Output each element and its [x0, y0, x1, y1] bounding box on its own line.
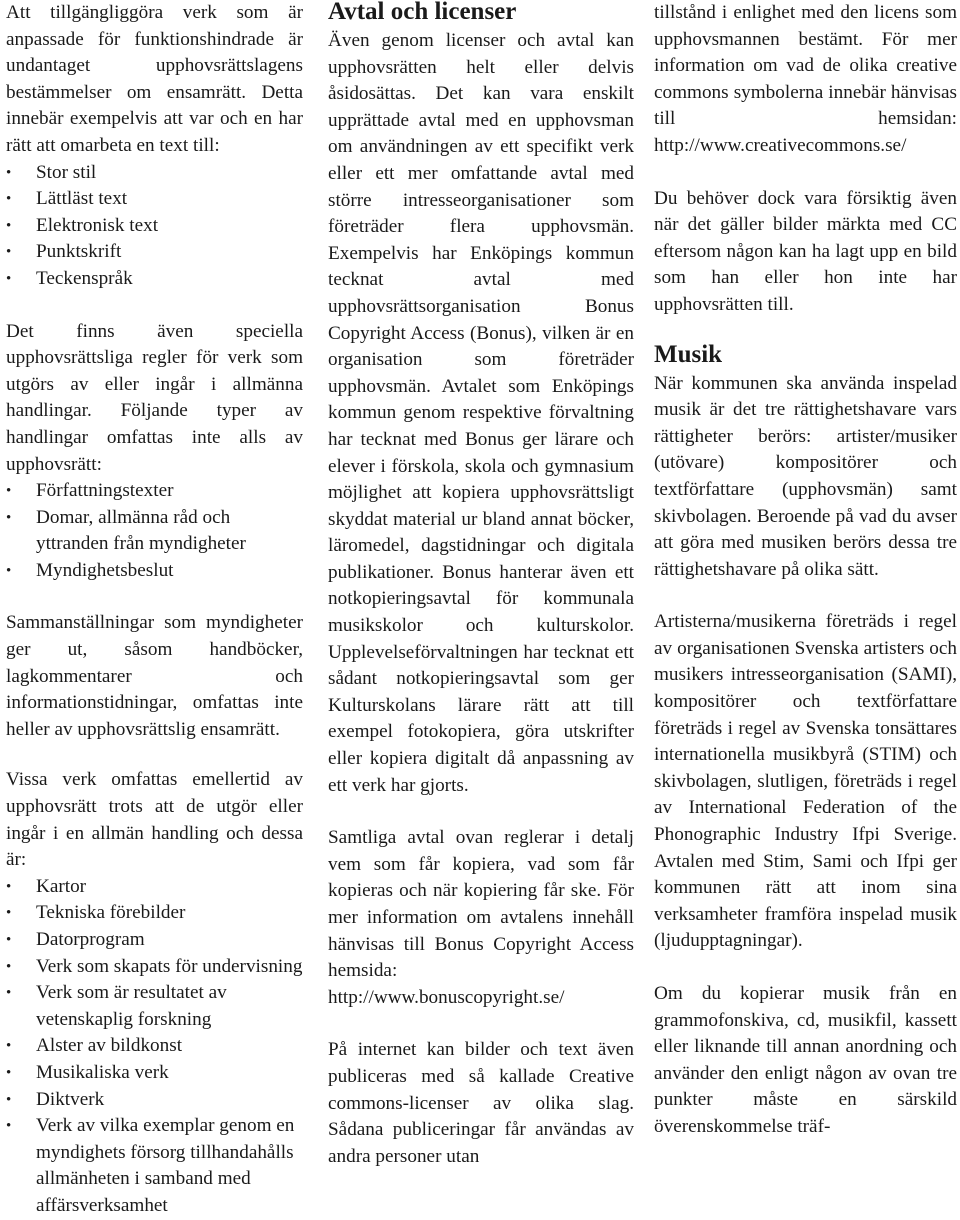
- heading-music: Musik: [654, 340, 723, 368]
- list-item: • Musikaliska verk: [6, 1060, 303, 1087]
- column-middle: [328, 0, 634, 1170]
- list-item: • Datorprogram: [6, 927, 303, 954]
- column-right: [654, 0, 957, 1141]
- column-left: [6, 0, 303, 1220]
- list-item: • Alster av bildkonst: [6, 1033, 303, 1060]
- paragraph-music-rightsholders: När kommunen ska använda inspelad musik är det tre rättighetshavare vars rättigheter berörs: artister/musiker (utövare) kompositörer och textförfattare (upphovsmän) samt skivbolagen. Beroende på vad du avser att göra med musiken berörs dessa tre rättighetshavare på olika sätt.: [654, 372, 957, 580]
- paragraph-cc-caution: Du behöver dock vara försiktig även när det gäller bilder märkta med CC eftersom någon kan ha lagt upp en bild som han eller hon inte har upphovsrätten till.: [654, 187, 957, 315]
- list-exempt-documents: [6, 478, 303, 584]
- list-item: • Punktskrift: [6, 239, 303, 266]
- list-item: • Myndighetsbeslut: [6, 558, 303, 585]
- list-item: • Lättläst text: [6, 186, 303, 213]
- list-item: • Domar, allmänna råd och yttranden från myndigheter: [6, 505, 303, 558]
- list-item: • Elektronisk text: [6, 213, 303, 240]
- paragraph-music-organisations: Artisterna/musikerna företräds i regel av organisationen Svenska artisters och musikers intresseorganisation (SAMI), kompositörer och textförfattare företräds i regel av Svenska tonsättares internationella musikbyrå (STIM) och skivbolagen, slutligen, företräds i regel av International Federation of the Phonographic Industry Ifpi Sverige. Avtalen med Stim, Sami och Ifpi ger kommunen rätt att inom sina verksamheter framföra inspelad musik (ljudupptagningar).: [654, 611, 957, 952]
- list-item: • Verk som skapats för undervisning: [6, 954, 303, 981]
- paragraph-protected-works: Vissa verk omfattas emellertid av upphovsrätt trots att de utgör eller ingår i en allmän handling och dessa är:: [6, 769, 303, 871]
- list-item: • Kartor: [6, 874, 303, 901]
- list-item: • Tekniska förebilder: [6, 900, 303, 927]
- paragraph-agreements: Även genom licenser och avtal kan upphovsrätten helt eller delvis åsidosättas. Det kan vara enskilt upprättade avtal med en upphovsman om användningen av ett specifikt verk eller ett mer omfattande avtal med större intresseorganisationer som företräder flera upphovsmän. Exempelvis har Enköpings kommun tecknat avtal med upphovsrättsorganisation Bonus Copyright Access (Bonus), vilken är en organisation som företräder upphovsmän. Avtalet som Enköpings kommun genom respektive förvaltning har tecknat med Bonus ger lärare och elever i förskola, skola och gymnasium möjlighet att kopiera upphovsrättsligt skyddat material ur bland annat böcker, läromedel, dagstidningar och digitala publikationer. Bonus hanterar även ett notkopieringsavtal för kommunala musikskolor och kulturskolor. Upplevelseförvaltningen har tecknat ett sådant notkopieringsavtal som ger Kulturskolans lärare rätt att till exempel fotokopiera, göra utskrifter eller kopiera digitalt då anpassning av ett verk har gjorts.: [328, 30, 634, 796]
- paragraph-creative-commons: På internet kan bilder och text även publiceras med så kallade Creative commons-licenser av olika slag. Sådana publiceringar får användas av andra personer utan: [328, 1039, 634, 1167]
- list-item: • Verk som är resultatet av vetenskaplig forskning: [6, 980, 303, 1033]
- heading-agreements: Avtal och licenser: [328, 0, 517, 25]
- list-item: • Verk av vilka exemplar genom en myndighets försorg tillhandahålls allmänheten i samband med affärsverksamhet: [6, 1113, 303, 1219]
- list-item: • Författningstexter: [6, 478, 303, 505]
- paragraph-accessibility: Att tillgängliggöra verk som är anpassade för funktionshindrade är undantaget upphovsrättslagens bestämmelser om ensamrätt. Detta innebär exempelvis att var och en har rätt att omarbeta en text till:: [6, 2, 303, 156]
- paragraph-agreement-rules: Samtliga avtal ovan reglerar i detalj vem som får kopiera, vad som får kopieras och när kopiering får ske. För mer information om avtalens innehåll hänvisas till Bonus Copyright Access hemsida: http://www.bonuscopyright.se/: [328, 827, 634, 1008]
- list-item: • Diktverk: [6, 1087, 303, 1114]
- paragraph-public-documents: Det finns även speciella upphovsrättsliga regler för verk som utgörs av eller ingår i allmänna handlingar. Följande typer av handlingar omfattas inte alls av upphovsrätt:: [6, 320, 303, 475]
- list-adaptations: [6, 160, 303, 293]
- list-protected-works: [6, 874, 303, 1220]
- paragraph-music-copying: Om du kopierar musik från en grammofonskiva, cd, musikfil, kassett eller liknande till annan anordning och använder den enligt någon av ovan tre punkter måste en särskild överenskommelse träf-: [654, 983, 957, 1137]
- list-item: • Stor stil: [6, 160, 303, 187]
- paragraph-cc-license: tillstånd i enlighet med den licens som upphovsmannen bestämt. För mer information om vad de olika creative commons symbolerna innebär hänvisas till hemsidan: http://www.creativecommons.se/: [654, 2, 957, 156]
- list-item: • Teckenspråk: [6, 266, 303, 293]
- paragraph-compilations: Sammanställningar som myndigheter ger ut, såsom handböcker, lagkommentarer och informationstidningar, omfattas inte heller av upphovsrättslig ensamrätt.: [6, 612, 303, 740]
